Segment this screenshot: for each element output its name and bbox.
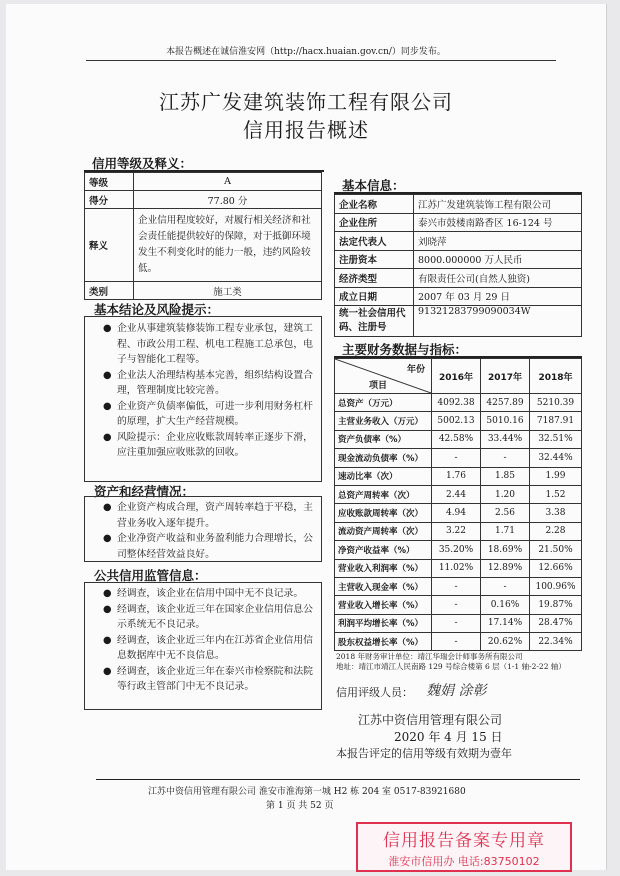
audit-address: 地址：靖江市靖江人民南路 129 号综合楼第 6 层（1-1 轴-2-22 轴） (336, 662, 566, 671)
company-title: 江苏广发建筑装饰工程有限公司 (159, 90, 453, 114)
list-item-text: 企业资产负债率偏低，可进一步利用财务杠杆的原理，扩大生产经营规模。 (117, 400, 313, 427)
founded-label: 成立日期 (335, 287, 414, 306)
metric-value: 1.52 (530, 485, 582, 503)
list-item (103, 664, 317, 695)
rater-label: 信用评级人员： (336, 686, 413, 699)
footer-rule (96, 779, 580, 780)
credit-code-label: 统一社会信用代码、注册号 (335, 306, 414, 337)
grade-label: 等级 (85, 173, 134, 191)
metric-value: - (432, 449, 481, 467)
rating-date: 2020 年 4 月 15 日 (394, 730, 503, 744)
table-row (335, 541, 582, 559)
report-title: 信用报告概述 (243, 118, 369, 142)
table-row (335, 449, 582, 467)
table-row (335, 394, 582, 412)
corner-cell (335, 359, 432, 394)
metric-name: 总资产周转率（次） (335, 485, 432, 503)
metric-name: 股东权益增长率（%） (335, 633, 432, 651)
table-row (85, 173, 322, 191)
metric-value: 5010.16 (481, 412, 530, 430)
metric-value: 1.71 (481, 522, 530, 540)
metric-value: 4.94 (432, 504, 481, 522)
metric-value: 3.22 (432, 522, 481, 540)
capital-label: 注册资本 (335, 250, 414, 269)
metric-value: 1.20 (481, 485, 530, 503)
table-row (85, 209, 322, 282)
metric-value: 19.87% (530, 596, 582, 614)
supervision-heading: 公共信用监管信息： (94, 568, 207, 583)
address-value: 泰兴市鼓楼南路香区 16-124 号 (414, 213, 582, 232)
score-label: 得分 (85, 191, 134, 209)
capital-value: 8000.000000 万人民币 (414, 250, 582, 269)
list-item (103, 430, 317, 461)
metric-value: 28.47% (530, 614, 582, 632)
metric-name: 净资产收益率（%） (335, 541, 432, 559)
list-item (103, 586, 317, 602)
table-row (335, 633, 582, 651)
assets-box (84, 496, 322, 562)
metric-value: 5002.13 (432, 412, 481, 430)
metric-value: 32.51% (530, 430, 582, 448)
assets-heading: 资产和经营情况： (94, 484, 195, 499)
list-item (103, 602, 317, 633)
table-row (335, 250, 582, 269)
table-row (335, 195, 582, 214)
audit-note (336, 652, 582, 672)
table-row (335, 577, 582, 595)
list-item-text: 风险提示：企业应收账款周转率正逐步下滑，应注重加强应收账款的回收。 (117, 431, 313, 458)
metric-name: 总资产（万元） (335, 394, 432, 412)
list-item (103, 531, 317, 562)
table-row (335, 467, 582, 485)
rater-signature: 魏娟 涂彰 (426, 683, 487, 699)
metric-value: 2.44 (432, 485, 481, 503)
financial-heading: 主要财务数据与指标： (342, 342, 468, 357)
validity-note: 本报告评定的信用等级有效期为壹年 (336, 747, 512, 760)
bullet-icon: ● (103, 533, 112, 544)
corner-year-label: 年份 (406, 365, 425, 375)
score-value: 77.80 分 (134, 191, 322, 209)
list-item-text: 企业资产构成合理，资产周转率趋于平稳，主营业务收入逐年提升。 (117, 502, 313, 529)
legal-rep-value: 刘晓萍 (414, 232, 582, 251)
credit-grade-heading: 信用等级及释义： (92, 156, 193, 171)
list-item-text: 经调查，该企业在信用中国中无不良记录。 (117, 588, 304, 599)
list-item-text: 经调查，该企业近三年在国家企业信用信息公示系统无不良记录。 (117, 603, 313, 630)
table-row (335, 287, 582, 306)
bullet-icon: ● (103, 603, 112, 615)
table-row (335, 306, 582, 337)
meaning-label: 释义 (85, 209, 134, 282)
table-row (335, 614, 582, 632)
metric-value: 21.50% (530, 541, 582, 559)
metric-value: - (481, 577, 530, 595)
bullet-icon: ● (103, 634, 112, 646)
table-row (335, 269, 582, 288)
page-number: 第 1 页 共 52 页 (266, 801, 334, 811)
metric-value: 22.34% (530, 633, 582, 651)
legal-rep-label: 法定代表人 (335, 232, 414, 251)
metric-value: 42.58% (432, 430, 481, 448)
footer-contact: 江苏中资信用管理有限公司 淮安市淮海第一城 H2 栋 204 室 0517-83921680 (148, 787, 466, 797)
category-label: 类别 (85, 282, 134, 300)
metric-name: 资产负债率（%） (335, 430, 432, 448)
metric-value: 17.14% (481, 614, 530, 632)
metric-value: 18.69% (481, 541, 530, 559)
list-item-text: 企业法人治理结构基本完善，组织结构设置合理，管理制度比较完善。 (117, 369, 313, 396)
metric-value: 7187.91 (530, 412, 582, 430)
table-row (335, 430, 582, 448)
bullet-icon: ● (103, 588, 112, 599)
conclusion-list (103, 321, 317, 461)
metric-value: - (432, 596, 481, 614)
table-row (335, 412, 582, 430)
corner-item-label: 项目 (369, 381, 388, 391)
metric-value: 12.89% (481, 559, 530, 577)
address-label: 企业住所 (335, 213, 414, 232)
conclusion-heading: 基本结论及风险提示： (94, 302, 220, 317)
table-header-row (335, 359, 582, 394)
metric-value: 1.99 (530, 467, 582, 485)
metric-value: 4092.38 (432, 394, 481, 412)
assets-list (103, 500, 317, 562)
table-row (335, 522, 582, 540)
metric-value: - (432, 614, 481, 632)
metric-name: 现金流动负债率（%） (335, 449, 432, 467)
list-item-text: 企业净资产收益和业务盈利能力合理增长，公司整体经营效益良好。 (117, 533, 313, 560)
basic-info-heading: 基本信息： (342, 178, 405, 193)
company-name-label: 企业名称 (335, 195, 414, 214)
metric-name: 主营收入现金率（%） (335, 577, 432, 595)
table-row (335, 559, 582, 577)
publish-notice: 本报告概述在诚信淮安网（http://hacx.huaian.gov.cn/）同步发布。 (166, 47, 446, 57)
metric-value: 4257.89 (481, 394, 530, 412)
metric-value: 20.62% (481, 633, 530, 651)
bullet-icon: ● (103, 502, 112, 513)
econ-type-value: 有限责任公司(自然人独资) (414, 269, 582, 288)
metric-value: 5210.39 (530, 394, 582, 412)
bullet-icon: ● (103, 400, 112, 412)
audit-unit: 2018 年财务审计单位：靖江华瑞会计师事务所有限公司 (336, 652, 523, 661)
founded-value: 2007 年 03 月 29 日 (414, 287, 582, 306)
table-row (85, 191, 322, 209)
year-2017: 2017年 (481, 359, 530, 394)
metric-name: 利润平均增长率（%） (335, 614, 432, 632)
header-divider (86, 60, 556, 61)
list-item (103, 399, 317, 430)
table-row (335, 596, 582, 614)
table-row (335, 232, 582, 251)
metric-value: 1.76 (432, 467, 481, 485)
metric-name: 流动资产周转率（次） (335, 522, 432, 540)
company-name-value: 江苏广发建筑装饰工程有限公司 (414, 195, 582, 214)
metric-value: 11.02% (432, 559, 481, 577)
metric-value: 33.44% (481, 430, 530, 448)
report-page (6, 4, 607, 870)
metric-value: 12.66% (530, 559, 582, 577)
stamp-contact: 淮安市信用办 电话:83750102 (388, 855, 540, 868)
list-item (103, 500, 317, 531)
table-row (335, 213, 582, 232)
conclusion-box (84, 316, 322, 482)
financial-table (334, 358, 582, 651)
rating-company: 江苏中资信用管理有限公司 (358, 713, 503, 727)
bullet-icon: ● (103, 431, 112, 443)
meaning-value: 企业信用程度较好，对履行相关经济和社会责任能提供较好的保障，对于抵御环境发生不利变化时的能力一般，违约风险较低。 (134, 209, 322, 282)
econ-type-label: 经济类型 (335, 269, 414, 288)
bullet-icon: ● (103, 369, 112, 381)
list-item (103, 633, 317, 664)
table-row (335, 504, 582, 522)
metric-name: 主营业务收入（万元） (335, 412, 432, 430)
basic-info-table (334, 194, 582, 337)
metric-value: 35.20% (432, 541, 481, 559)
list-item-text: 经调查，该企业近三年在泰兴市检察院和法院等行政主管部门中无不良记录。 (117, 665, 313, 692)
list-item (103, 368, 317, 399)
stamp-title: 信用报告备案专用章 (383, 831, 545, 851)
bullet-icon: ● (103, 323, 112, 334)
list-item (103, 321, 317, 368)
list-item-text: 经调查，该企业近三年内在江苏省企业信用信息数据库中无不良信息。 (117, 634, 313, 661)
bullet-icon: ● (103, 665, 112, 677)
supervision-list (103, 586, 317, 695)
credit-grade-table (84, 172, 322, 300)
metric-value: - (432, 633, 481, 651)
metric-value: - (481, 449, 530, 467)
list-item-text: 企业从事建筑装修装饰工程专业承包，建筑工程、市政公用工程、机电工程施工总承包，电子与智能化工程等。 (117, 323, 313, 365)
metric-value: 0.16% (481, 596, 530, 614)
table-row (335, 485, 582, 503)
filing-stamp (356, 822, 572, 872)
credit-code-value: 91321283799090034W (414, 306, 582, 337)
year-2016: 2016年 (432, 359, 481, 394)
metric-value: 32.44% (530, 449, 582, 467)
year-2018: 2018年 (530, 359, 582, 394)
supervision-box (84, 582, 322, 710)
metric-name: 应收账款周转率（次） (335, 504, 432, 522)
grade-value: A (134, 173, 322, 191)
metric-value: 1.85 (481, 467, 530, 485)
category-value: 施工类 (134, 282, 322, 300)
metric-name: 速动比率（次） (335, 467, 432, 485)
metric-value: - (432, 577, 481, 595)
table-row (85, 282, 322, 300)
metric-value: 100.96% (530, 577, 582, 595)
metric-value: 3.38 (530, 504, 582, 522)
metric-value: 2.56 (481, 504, 530, 522)
metric-value: 2.28 (530, 522, 582, 540)
metric-name: 营业收入利润率（%） (335, 559, 432, 577)
metric-name: 营业收入增长率（%） (335, 596, 432, 614)
